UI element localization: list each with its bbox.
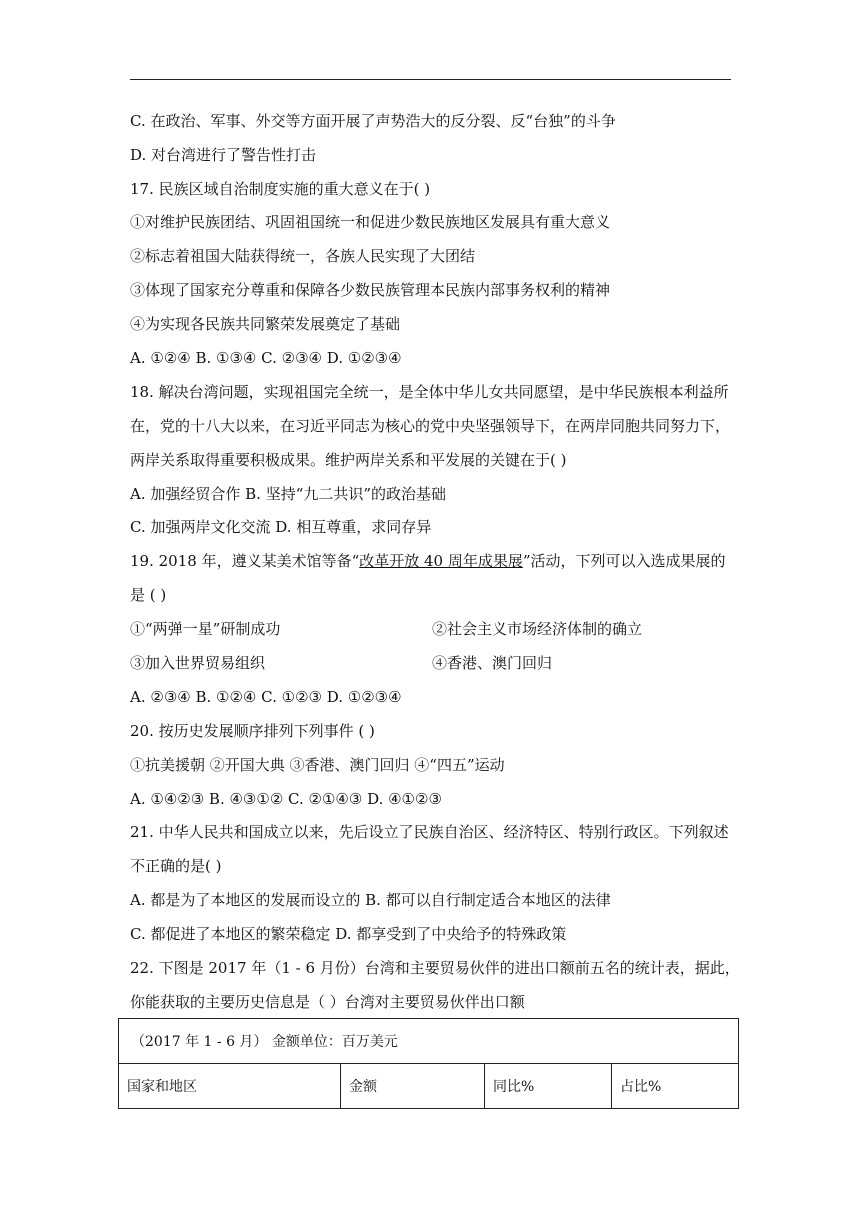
question-18-line-3: 两岸关系取得重要积极成果。维护两岸关系和平发展的关键在于( ) [130, 451, 567, 469]
q21-options-ab: A. 都是为了本地区的发展而设立的 B. 都可以自行制定适合本地区的法律 [130, 891, 611, 909]
table-header-row [119, 1064, 739, 1109]
q17-item-2: ②标志着祖国大陆获得统一，各族人民实现了大团结 [130, 247, 476, 265]
question-19-line-1 [130, 551, 726, 571]
header-yoy: 同比% [485, 1064, 612, 1109]
header-region: 国家和地区 [119, 1064, 341, 1109]
header-rule [130, 79, 731, 80]
question-18-line-2: 在，党的十八大以来，在习近平同志为核心的党中央坚强领导下，在两岸同胞共同努力下， [130, 417, 731, 435]
q21-options-cd: C. 都促进了本地区的繁荣稳定 D. 都享受到了中央给予的特殊政策 [130, 925, 567, 943]
header-amount: 金额 [341, 1064, 485, 1109]
q19-item-2: ②社会主义市场经济体制的确立 [432, 620, 643, 638]
q18-options-ab: A. 加强经贸合作 B. 坚持“九二共识”的政治基础 [130, 485, 447, 503]
question-19-line-2: 是 ( ) [130, 586, 167, 604]
header-share: 占比% [612, 1064, 739, 1109]
q19-item-3: ③加入世界贸易组织 [130, 654, 266, 672]
question-22-line-1: 22. 下图是 2017 年（1 - 6 月份）台湾和主要贸易伙伴的进出口额前五名的统计表，据此， [130, 959, 740, 977]
question-17: 17. 民族区域自治制度实施的重大意义在于( ) [130, 180, 431, 198]
q17-item-4: ④为实现各民族共同繁荣发展奠定了基础 [130, 315, 401, 333]
q18-options-cd: C. 加强两岸文化交流 D. 相互尊重，求同存异 [130, 518, 432, 536]
q20-items: ①抗美援朝 ②开国大典 ③香港、澳门回归 ④“四五”运动 [130, 756, 505, 774]
option-d-q16: D. 对台湾进行了警告性打击 [130, 146, 317, 164]
question-21-line-2: 不正确的是( ) [130, 857, 222, 875]
q19-underlined-title: 改革开放 40 周年成果展 [359, 552, 523, 570]
q20-options: A. ①④②③ B. ④③①② C. ②①④③ D. ④①②③ [130, 790, 442, 808]
question-22-line-2: 你能获取的主要历史信息是（ ）台湾对主要贸易伙伴出口额 [130, 993, 525, 1011]
q17-item-1: ①对维护民族团结、巩固祖国统一和促进少数民族地区发展具有重大意义 [130, 213, 611, 231]
question-21-line-1: 21. 中华人民共和国成立以来，先后设立了民族自治区、经济特区、特别行政区。下列叙述 [130, 823, 729, 841]
option-c-q16: C. 在政治、军事、外交等方面开展了声势浩大的反分裂、反“台独”的斗争 [130, 112, 616, 130]
q19-item-4: ④香港、澳门回归 [432, 654, 553, 672]
q19-item-1: ①“两弹一星”研制成功 [130, 620, 281, 638]
export-stat-table [118, 1018, 739, 1109]
question-20: 20. 按历史发展顺序排列下列事件 ( ) [130, 722, 375, 740]
q17-item-3: ③体现了国家充分尊重和保障各少数民族管理本民族内部事务权利的精神 [130, 281, 611, 299]
table-caption-row [119, 1019, 739, 1064]
q19-prefix: 19. 2018 年，遵义某美术馆等备“ [130, 552, 360, 570]
table-caption: （2017 年 1 - 6 月） 金额单位：百万美元 [119, 1019, 739, 1064]
question-18-line-1: 18. 解决台湾问题，实现祖国完全统一，是全体中华儿女共同愿望，是中华民族根本利益所 [130, 383, 729, 401]
q19-options: A. ②③④ B. ①②④ C. ①②③ D. ①②③④ [130, 688, 402, 706]
q19-suffix: ”活动，下列可以入选成果展的 [522, 552, 726, 570]
q17-options: A. ①②④ B. ①③④ C. ②③④ D. ①②③④ [130, 349, 402, 367]
